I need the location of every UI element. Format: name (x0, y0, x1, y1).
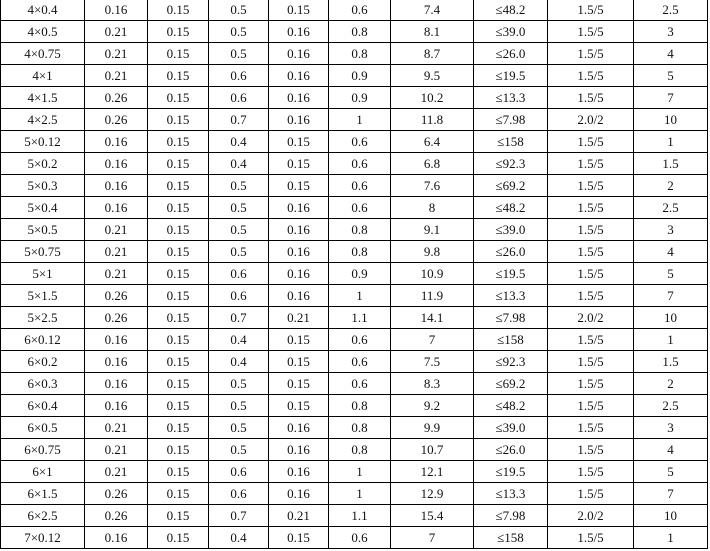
table-cell: 0.6 (209, 285, 269, 307)
table-cell: 0.21 (269, 307, 329, 329)
table-cell: 1 (634, 329, 708, 351)
table-cell: 0.16 (85, 329, 148, 351)
table-row (1, 329, 708, 351)
table-cell: 8 (391, 197, 474, 219)
table-cell: 0.21 (85, 439, 148, 461)
table-cell: ≤69.2 (474, 175, 548, 197)
table-cell: 0.26 (85, 307, 148, 329)
table-cell: 1 (329, 109, 391, 131)
table-cell: 0.6 (329, 373, 391, 395)
table-cell: ≤26.0 (474, 43, 548, 65)
table-cell: 0.6 (329, 175, 391, 197)
table-cell: 0.16 (269, 109, 329, 131)
table-cell: 0.5 (209, 43, 269, 65)
table-cell: 0.15 (269, 131, 329, 153)
table-cell: 6×2.5 (1, 505, 85, 527)
table-cell: 0.15 (148, 461, 209, 483)
table-cell: 0.16 (269, 21, 329, 43)
table-cell: 0.6 (329, 197, 391, 219)
table-cell: 5 (634, 263, 708, 285)
table-cell: 0.21 (85, 65, 148, 87)
table-row (1, 219, 708, 241)
table-cell: 0.15 (269, 351, 329, 373)
table-cell: 9.8 (391, 241, 474, 263)
table-cell: 3 (634, 417, 708, 439)
table-cell: 0.15 (148, 527, 209, 549)
table-row (1, 395, 708, 417)
table-cell: 10.7 (391, 439, 474, 461)
table-cell: 6×0.3 (1, 373, 85, 395)
table-cell: 0.16 (269, 65, 329, 87)
table-cell: 0.16 (85, 0, 148, 21)
table-cell: 0.6 (209, 263, 269, 285)
table-cell: 2.5 (634, 0, 708, 21)
table-cell: 0.5 (209, 197, 269, 219)
table-cell: 5×0.4 (1, 197, 85, 219)
table-cell: 7 (634, 285, 708, 307)
table-cell: 0.4 (209, 351, 269, 373)
table-cell: 0.26 (85, 285, 148, 307)
table-cell: 0.16 (269, 285, 329, 307)
table-cell: 5×1.5 (1, 285, 85, 307)
table-cell: 6.8 (391, 153, 474, 175)
table-cell: ≤158 (474, 329, 548, 351)
table-cell: 6.4 (391, 131, 474, 153)
table-cell: 0.15 (148, 43, 209, 65)
table-cell: 0.21 (85, 21, 148, 43)
table-cell: 0.16 (85, 351, 148, 373)
table-cell: 0.4 (209, 329, 269, 351)
table-cell: 11.8 (391, 109, 474, 131)
table-cell: ≤19.5 (474, 461, 548, 483)
table-row (1, 21, 708, 43)
table-cell: 0.8 (329, 43, 391, 65)
table-cell: 0.15 (269, 175, 329, 197)
table-cell: 0.15 (148, 175, 209, 197)
table-cell: 0.15 (148, 505, 209, 527)
table-cell: 1.5/5 (548, 43, 634, 65)
table-cell: 0.6 (329, 329, 391, 351)
table-cell: 0.15 (148, 241, 209, 263)
table-cell: 0.15 (148, 263, 209, 285)
table-cell: 0.21 (85, 241, 148, 263)
table-cell: 0.8 (329, 241, 391, 263)
table-cell: 0.21 (269, 505, 329, 527)
table-cell: ≤13.3 (474, 285, 548, 307)
table-cell: 0.16 (269, 43, 329, 65)
table-cell: 0.16 (269, 263, 329, 285)
table-cell: 0.15 (269, 527, 329, 549)
table-cell: 4×0.4 (1, 0, 85, 21)
table-cell: 9.9 (391, 417, 474, 439)
table-cell: ≤39.0 (474, 21, 548, 43)
table-cell: 12.1 (391, 461, 474, 483)
table-cell: 0.4 (209, 131, 269, 153)
table-cell: 10 (634, 109, 708, 131)
table-cell: ≤92.3 (474, 351, 548, 373)
table-cell: ≤158 (474, 131, 548, 153)
table-cell: 5×2.5 (1, 307, 85, 329)
table-cell: 2 (634, 373, 708, 395)
table-cell: 1.5/5 (548, 87, 634, 109)
table-cell: 1.5/5 (548, 417, 634, 439)
table-cell: 5×0.5 (1, 219, 85, 241)
table-cell: 1.5/5 (548, 527, 634, 549)
table-row (1, 65, 708, 87)
table-cell: 0.15 (269, 153, 329, 175)
table-cell: 1.5/5 (548, 483, 634, 505)
table-cell: 0.15 (148, 131, 209, 153)
table-cell: 0.9 (329, 263, 391, 285)
table-cell: 7.4 (391, 0, 474, 21)
table-row (1, 351, 708, 373)
table-cell: 0.21 (85, 461, 148, 483)
table-cell: 0.16 (85, 197, 148, 219)
table-cell: 0.16 (85, 395, 148, 417)
table-cell: 1.5 (634, 153, 708, 175)
table-cell: 6×1.5 (1, 483, 85, 505)
table-cell: 0.8 (329, 439, 391, 461)
table-cell: 2.0/2 (548, 307, 634, 329)
table-cell: 1 (634, 131, 708, 153)
table-cell: 0.5 (209, 241, 269, 263)
table-row (1, 197, 708, 219)
table-cell: 10.2 (391, 87, 474, 109)
table-cell: 2.0/2 (548, 109, 634, 131)
table-cell: 1 (329, 285, 391, 307)
table-cell: ≤48.2 (474, 0, 548, 21)
table-cell: ≤69.2 (474, 373, 548, 395)
table-cell: 1.5/5 (548, 351, 634, 373)
table-cell: 2 (634, 175, 708, 197)
table-cell: 6×0.75 (1, 439, 85, 461)
table-cell: 0.4 (209, 527, 269, 549)
table-cell: 7 (391, 527, 474, 549)
table-cell: 0.26 (85, 87, 148, 109)
table-cell: 7.6 (391, 175, 474, 197)
table-cell: 0.15 (148, 0, 209, 21)
table-cell: 0.6 (209, 461, 269, 483)
table-cell: 1.5/5 (548, 461, 634, 483)
table-cell: ≤48.2 (474, 197, 548, 219)
table-cell: 1.5/5 (548, 197, 634, 219)
table-cell: 15.4 (391, 505, 474, 527)
table-cell: 0.15 (148, 351, 209, 373)
table-cell: 0.15 (148, 395, 209, 417)
table-cell: 4 (634, 439, 708, 461)
table-cell: 9.1 (391, 219, 474, 241)
table-cell: 0.26 (85, 109, 148, 131)
table-cell: 0.16 (85, 131, 148, 153)
table-cell: ≤7.98 (474, 307, 548, 329)
table-cell: 9.5 (391, 65, 474, 87)
table-cell: ≤92.3 (474, 153, 548, 175)
table-cell: 5×0.75 (1, 241, 85, 263)
table-cell: 9.2 (391, 395, 474, 417)
table-cell: 7 (391, 329, 474, 351)
table-row (1, 505, 708, 527)
table-row (1, 527, 708, 549)
table-cell: 0.16 (269, 461, 329, 483)
table-cell: 0.16 (269, 197, 329, 219)
table-cell: 7 (634, 483, 708, 505)
table-cell: 0.15 (148, 373, 209, 395)
table-cell: 6×0.12 (1, 329, 85, 351)
table-cell: 0.15 (148, 65, 209, 87)
table-cell: 6×1 (1, 461, 85, 483)
table-cell: 2.0/2 (548, 505, 634, 527)
table-row (1, 109, 708, 131)
table-cell: 0.21 (85, 263, 148, 285)
table-cell: 0.15 (269, 0, 329, 21)
table-cell: 0.5 (209, 439, 269, 461)
table-cell: 0.15 (148, 87, 209, 109)
table-cell: 1.5 (634, 351, 708, 373)
table-cell: 3 (634, 21, 708, 43)
table-cell: 4 (634, 43, 708, 65)
table-row (1, 153, 708, 175)
table-cell: 1 (634, 527, 708, 549)
table-cell: 0.15 (269, 329, 329, 351)
table-cell: 0.9 (329, 65, 391, 87)
table-cell: ≤39.0 (474, 219, 548, 241)
table-cell: 0.6 (329, 153, 391, 175)
table-cell: 1.5/5 (548, 219, 634, 241)
table-cell: 0.8 (329, 219, 391, 241)
table-cell: 0.9 (329, 87, 391, 109)
table-cell: ≤48.2 (474, 395, 548, 417)
table-cell: 7.5 (391, 351, 474, 373)
table-row (1, 417, 708, 439)
table-cell: 4×1 (1, 65, 85, 87)
table-cell: 1 (329, 461, 391, 483)
table-cell: 0.16 (269, 87, 329, 109)
table-cell: 0.5 (209, 175, 269, 197)
table-cell: 1 (329, 483, 391, 505)
table-cell: 0.15 (148, 329, 209, 351)
table-cell: 0.7 (209, 505, 269, 527)
table-cell: 3 (634, 219, 708, 241)
table-row (1, 43, 708, 65)
table-row (1, 241, 708, 263)
table-cell: ≤7.98 (474, 109, 548, 131)
table-cell: 0.6 (329, 0, 391, 21)
table-cell: 6×0.5 (1, 417, 85, 439)
table-row (1, 373, 708, 395)
table-cell: 6×0.4 (1, 395, 85, 417)
table-cell: 0.8 (329, 395, 391, 417)
table-row (1, 285, 708, 307)
table-cell: 0.15 (148, 285, 209, 307)
table-cell: 8.1 (391, 21, 474, 43)
table-cell: 0.21 (85, 43, 148, 65)
table-cell: 2.5 (634, 395, 708, 417)
table-cell: 5×1 (1, 263, 85, 285)
table-cell: 0.6 (329, 527, 391, 549)
table-cell: 4×0.5 (1, 21, 85, 43)
table-cell: 1.5/5 (548, 439, 634, 461)
table-cell: 0.5 (209, 0, 269, 21)
table-cell: 0.16 (85, 373, 148, 395)
table-cell: 11.9 (391, 285, 474, 307)
table-cell: ≤158 (474, 527, 548, 549)
table-cell: 0.6 (209, 483, 269, 505)
table-cell: 8.7 (391, 43, 474, 65)
table-cell: 4×1.5 (1, 87, 85, 109)
table-cell: 0.4 (209, 153, 269, 175)
table-cell: 10 (634, 307, 708, 329)
table-cell: ≤26.0 (474, 241, 548, 263)
table-cell: 5 (634, 461, 708, 483)
table-cell: 1.1 (329, 307, 391, 329)
table-row (1, 131, 708, 153)
table-cell: 0.15 (148, 483, 209, 505)
table-cell: 1.5/5 (548, 175, 634, 197)
table-cell: 4×2.5 (1, 109, 85, 131)
table-cell: 0.16 (85, 153, 148, 175)
table-cell: ≤19.5 (474, 263, 548, 285)
table-cell: 1.5/5 (548, 241, 634, 263)
table-row (1, 483, 708, 505)
table-cell: 0.7 (209, 109, 269, 131)
table-cell: ≤39.0 (474, 417, 548, 439)
table-cell: 0.15 (148, 307, 209, 329)
table-cell: 1.5/5 (548, 329, 634, 351)
table-cell: 0.16 (85, 527, 148, 549)
table-cell: 1.5/5 (548, 373, 634, 395)
table-cell: 7 (634, 87, 708, 109)
table-cell: 0.15 (148, 219, 209, 241)
table-cell: 1.5/5 (548, 153, 634, 175)
table-cell: 0.16 (269, 241, 329, 263)
table-cell: 0.6 (209, 87, 269, 109)
table-cell: 10.9 (391, 263, 474, 285)
table-cell: 0.15 (148, 417, 209, 439)
table-cell: 1.5/5 (548, 395, 634, 417)
table-cell: 0.15 (269, 373, 329, 395)
table-cell: 5×0.12 (1, 131, 85, 153)
table-row (1, 175, 708, 197)
table-cell: 4 (634, 241, 708, 263)
table-cell: 0.21 (85, 417, 148, 439)
table-cell: 0.15 (269, 395, 329, 417)
table-row (1, 307, 708, 329)
table-cell: 1.5/5 (548, 65, 634, 87)
table-cell: ≤19.5 (474, 65, 548, 87)
table-row (1, 439, 708, 461)
table-cell: 0.8 (329, 21, 391, 43)
table-cell: 1.5/5 (548, 0, 634, 21)
table-cell: 0.7 (209, 307, 269, 329)
table-cell: 2.5 (634, 197, 708, 219)
table-cell: 0.15 (148, 153, 209, 175)
table-cell: 0.15 (148, 21, 209, 43)
table-cell: 1.1 (329, 505, 391, 527)
table-cell: 1.5/5 (548, 131, 634, 153)
table-cell: 0.6 (329, 131, 391, 153)
table-cell: 0.5 (209, 21, 269, 43)
table-cell: 5×0.3 (1, 175, 85, 197)
table-cell: 0.21 (85, 219, 148, 241)
table-cell: 0.8 (329, 417, 391, 439)
table-cell: 0.15 (148, 439, 209, 461)
table-cell: 0.5 (209, 373, 269, 395)
table-cell: ≤13.3 (474, 87, 548, 109)
table-cell: 1.5/5 (548, 21, 634, 43)
table-cell: 7×0.12 (1, 527, 85, 549)
table-cell: 1.5/5 (548, 285, 634, 307)
table-cell: 4×0.75 (1, 43, 85, 65)
table-cell: ≤13.3 (474, 483, 548, 505)
table-cell: 0.16 (269, 439, 329, 461)
table-cell: 0.16 (269, 219, 329, 241)
table-cell: 12.9 (391, 483, 474, 505)
table-cell: 0.26 (85, 505, 148, 527)
table-cell: 0.6 (329, 351, 391, 373)
table-row (1, 263, 708, 285)
table-body (1, 0, 708, 549)
table-cell: 5 (634, 65, 708, 87)
table-cell: 0.16 (269, 417, 329, 439)
table-row (1, 87, 708, 109)
table-cell: 0.6 (209, 65, 269, 87)
table-cell: 0.5 (209, 219, 269, 241)
table-cell: 0.15 (148, 197, 209, 219)
table-cell: 0.16 (85, 175, 148, 197)
table-cell: 8.3 (391, 373, 474, 395)
table-row (1, 461, 708, 483)
table-cell: 0.16 (269, 483, 329, 505)
table-cell: ≤26.0 (474, 439, 548, 461)
table-cell: ≤7.98 (474, 505, 548, 527)
table-cell: 10 (634, 505, 708, 527)
table-cell: 0.15 (148, 109, 209, 131)
table-cell: 5×0.2 (1, 153, 85, 175)
table-cell: 14.1 (391, 307, 474, 329)
table-cell: 1.5/5 (548, 263, 634, 285)
table-cell: 0.5 (209, 395, 269, 417)
table-cell: 0.5 (209, 417, 269, 439)
table-row (1, 0, 708, 21)
table-cell: 6×0.2 (1, 351, 85, 373)
table-cell: 0.26 (85, 483, 148, 505)
